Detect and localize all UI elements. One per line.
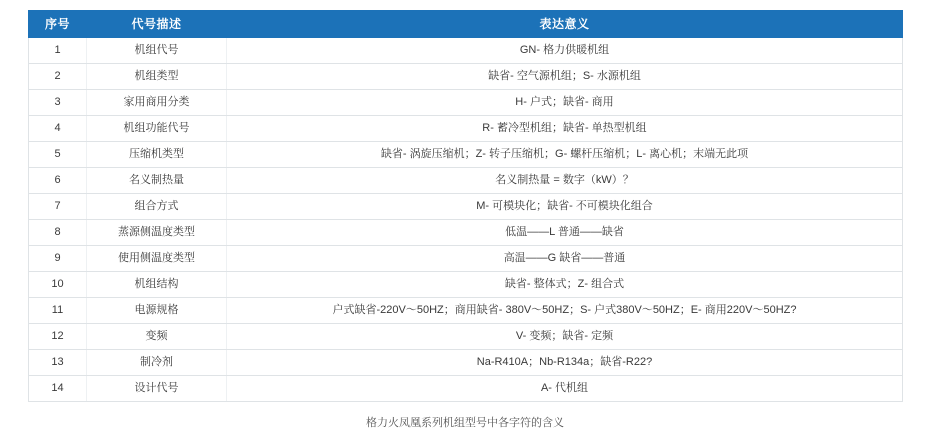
table-row [29,324,903,350]
table-row [29,350,903,376]
row-meaning: H- 户式；缺省- 商用 [227,90,903,116]
table-row [29,376,903,402]
row-meaning: 高温——G 缺省——普通 [227,246,903,272]
row-meaning: M- 可模块化；缺省- 不可模块化组合 [227,194,903,220]
table-row [29,38,903,64]
table-row [29,168,903,194]
row-index: 8 [29,220,87,246]
row-code-description: 组合方式 [87,194,227,220]
row-code-description: 电源规格 [87,298,227,324]
row-index: 14 [29,376,87,402]
table-row [29,90,903,116]
table-row [29,116,903,142]
spec-table [28,10,903,402]
row-code-description: 机组功能代号 [87,116,227,142]
table-body [29,38,903,402]
row-index: 1 [29,38,87,64]
row-meaning: 户式缺省-220V～50HZ；商用缺省- 380V～50HZ；S- 户式380V～50HZ；E- 商用220V～50HZ? [227,298,903,324]
row-index: 4 [29,116,87,142]
table-row [29,298,903,324]
row-meaning: 缺省- 整体式；Z- 组合式 [227,272,903,298]
row-meaning: 名义制热量 = 数字（kW）？ [227,168,903,194]
row-index: 3 [29,90,87,116]
table-row [29,194,903,220]
table-caption: 格力火凤凰系列机组型号中各字符的含义 [366,417,564,429]
row-code-description: 机组代号 [87,38,227,64]
row-meaning: GN- 格力供暖机组 [227,38,903,64]
row-code-description: 家用商用分类 [87,90,227,116]
row-code-description: 变频 [87,324,227,350]
row-meaning: V- 变频；缺省- 定频 [227,324,903,350]
row-index: 2 [29,64,87,90]
column-header-code-description: 代号描述 [87,11,227,38]
row-meaning: 缺省- 空气源机组；S- 水源机组 [227,64,903,90]
row-index: 10 [29,272,87,298]
table-header-row [29,11,903,38]
row-meaning: Na-R410A；Nb-R134a；缺省-R22? [227,350,903,376]
column-header-index: 序号 [29,11,87,38]
row-index: 6 [29,168,87,194]
row-code-description: 压缩机类型 [87,142,227,168]
table-row [29,142,903,168]
row-index: 9 [29,246,87,272]
row-index: 5 [29,142,87,168]
row-meaning: R- 蓄冷型机组；缺省- 单热型机组 [227,116,903,142]
row-code-description: 设计代号 [87,376,227,402]
row-meaning: A- 代机组 [227,376,903,402]
row-code-description: 名义制热量 [87,168,227,194]
row-meaning: 低温——L 普通——缺省 [227,220,903,246]
row-index: 12 [29,324,87,350]
table-row [29,246,903,272]
row-meaning: 缺省- 涡旋压缩机；Z- 转子压缩机；G- 螺杆压缩机；L- 离心机；末端无此项 [227,142,903,168]
row-index: 11 [29,298,87,324]
row-code-description: 制冷剂 [87,350,227,376]
table-header [29,11,903,38]
row-code-description: 使用侧温度类型 [87,246,227,272]
row-code-description: 机组类型 [87,64,227,90]
row-index: 13 [29,350,87,376]
table-row [29,64,903,90]
row-code-description: 蒸源侧温度类型 [87,220,227,246]
row-index: 7 [29,194,87,220]
column-header-meaning: 表达意义 [227,11,903,38]
table-row [29,272,903,298]
row-code-description: 机组结构 [87,272,227,298]
table-row [29,220,903,246]
